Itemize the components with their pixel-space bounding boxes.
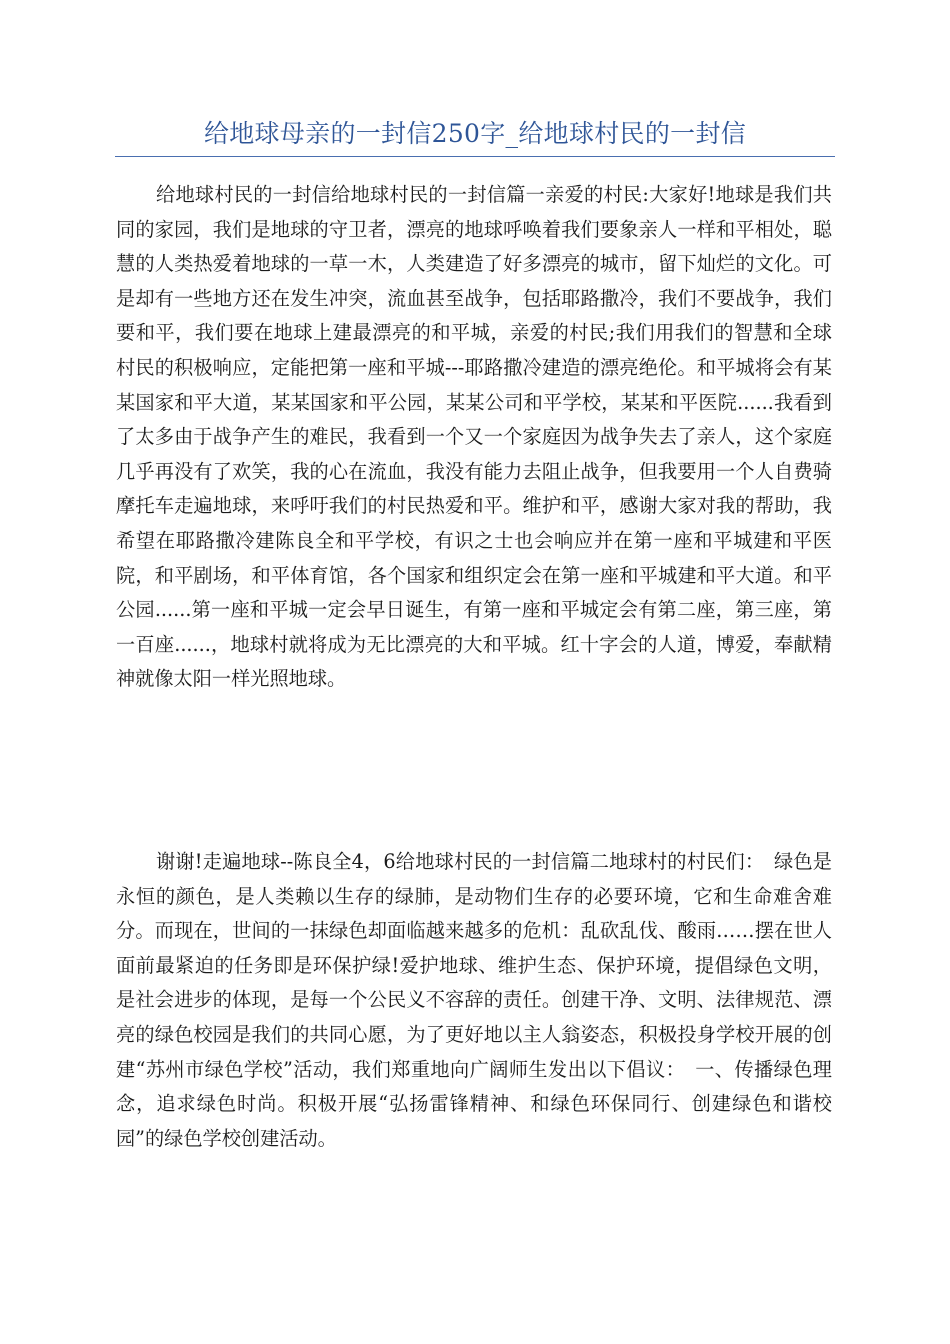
body-paragraph-2: 谢谢!走遍地球--陈良全4，6给地球村民的一封信篇二地球村的村民们： 绿色是永恒的颜色，是人类赖以生存的绿肺，是动物们生存的必要环境，它和生命难舍难分。而现在，世间的一抹绿色却面临越来越多的危机：乱砍乱伐、酸雨……摆在世人面前最紧迫的任务即是环保护绿!爱护地球、维护生态、保护环境，提倡绿色文明，是社会进步的体现，是每一个公民义不容辞的责任。创建干净、文明、法律规范、漂亮的绿色校园是我们的共同心愿，为了更好地以主人翁姿态，积极投身学校开展的创建“苏州市绿色学校”活动，我们郑重地向广阔师生发出以下倡议： 一、传播绿色理念，追求绿色时尚。积极开展“弘扬雷锋精神、和绿色环保同行、创建绿色和谐校园”的绿色学校创建活动。 <box>116 850 832 1150</box>
document-title: 给地球母亲的一封信250字_给地球村民的一封信 <box>203 119 747 148</box>
title-underline <box>115 156 835 157</box>
body-paragraph-1: 给地球村民的一封信给地球村民的一封信篇一亲爱的村民:大家好!地球是我们共同的家园，我们是地球的守卫者，漂亮的地球呼唤着我们要象亲人一样和平相处，聪慧的人类热爱着地球的一草一木，人类建造了好多漂亮的城市，留下灿烂的文化。可是却有一些地方还在发生冲突，流血甚至战争，包括耶路撒冷，我们不要战争，我们要和平，我们要在地球上建最漂亮的和平城，亲爱的村民;我们用我们的智慧和全球村民的积极响应，定能把第一座和平城---耶路撒冷建造的漂亮绝伦。和平城将会有某某国家和平大道，某某国家和平公园，某某公司和平学校，某某和平医院......我看到了太多由于战争产生的难民，我看到一个又一个家庭因为战争失去了亲人，这个家庭几乎再没有了欢笑，我的心在流血，我没有能力去阻止战争，但我要用一个人自费骑摩托车走遍地球，来呼吁我们的村民热爱和平。维护和平，感谢大家对我的帮助，我希望在耶路撒冷建陈良全和平学校，有识之士也会响应并在第一座和平城建和平医院，和平剧场，和平体育馆，各个国家和组织定会在第一座和平城建和平大道。和平公园......第一座和平城一定会早日诞生，有第一座和平城定会有第二座，第三座，第一百座......，地球村就将成为无比漂亮的大和平城。红十字会的人道，博爱，奉献精神就像太阳一样光照地球。 <box>116 183 832 691</box>
